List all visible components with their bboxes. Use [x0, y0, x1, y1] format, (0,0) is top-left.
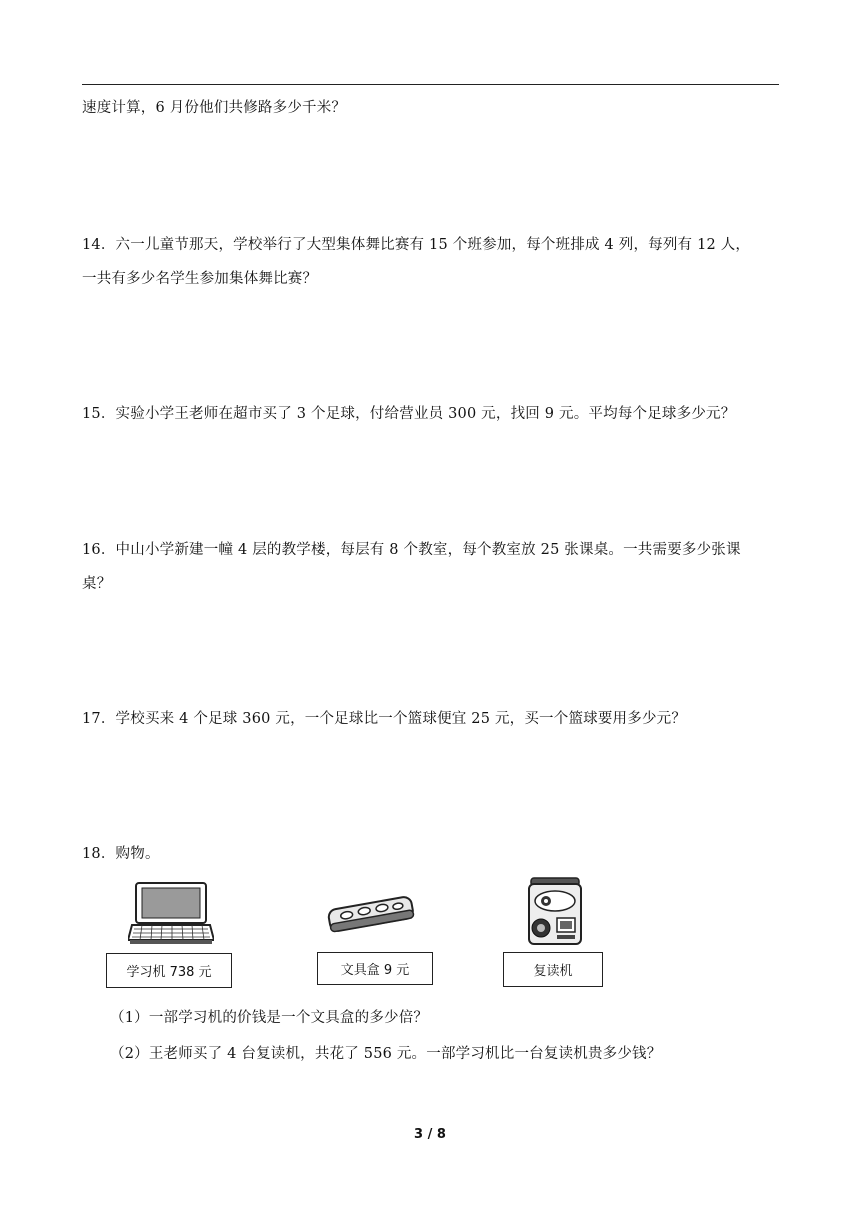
cassette-player-icon	[527, 876, 583, 946]
q16-line1: 16．中山小学新建一幢 4 层的教学楼，每层有 8 个教室，每个教室放 25 张课桌。一共需要多少张课	[82, 542, 741, 558]
q16-line2: 桌？	[82, 576, 112, 592]
page-number: 3 / 8	[414, 1127, 446, 1142]
cassette-player-label: 复读机	[503, 952, 603, 987]
q15-text: 15．实验小学王老师在超市买了 3 个足球，付给营业员 300 元，找回 9 元。平均每个足球多少元？	[82, 406, 736, 422]
learning-machine-price-label: 学习机 738 元	[106, 953, 232, 988]
q14-line2: 一共有多少名学生参加集体舞比赛？	[82, 271, 318, 287]
q18-sub-question-2: （2）王老师买了 4 台复读机，共花了 556 元。一部学习机比一台复读机贵多少钱？	[110, 1046, 662, 1062]
q18-sub-question-1: （1）一部学习机的价钱是一个文具盒的多少倍？	[110, 1010, 429, 1026]
q18-title: 18．购物。	[82, 846, 160, 862]
pencil-case-icon	[325, 893, 417, 937]
q17-text: 17．学校买来 4 个足球 360 元，一个足球比一个篮球便宜 25 元，买一个篮球要用多少元？	[82, 711, 687, 727]
q14-line1: 14．六一儿童节那天，学校举行了大型集体舞比赛有 15 个班参加，每个班排成 4 列，每列有 12 人，	[82, 237, 751, 253]
q13-tail-text: 速度计算，6 月份他们共修路多少千米？	[82, 100, 347, 116]
laptop-icon	[128, 880, 214, 946]
pencil-case-price-label: 文具盒 9 元	[317, 952, 433, 985]
header-rule	[82, 84, 779, 85]
